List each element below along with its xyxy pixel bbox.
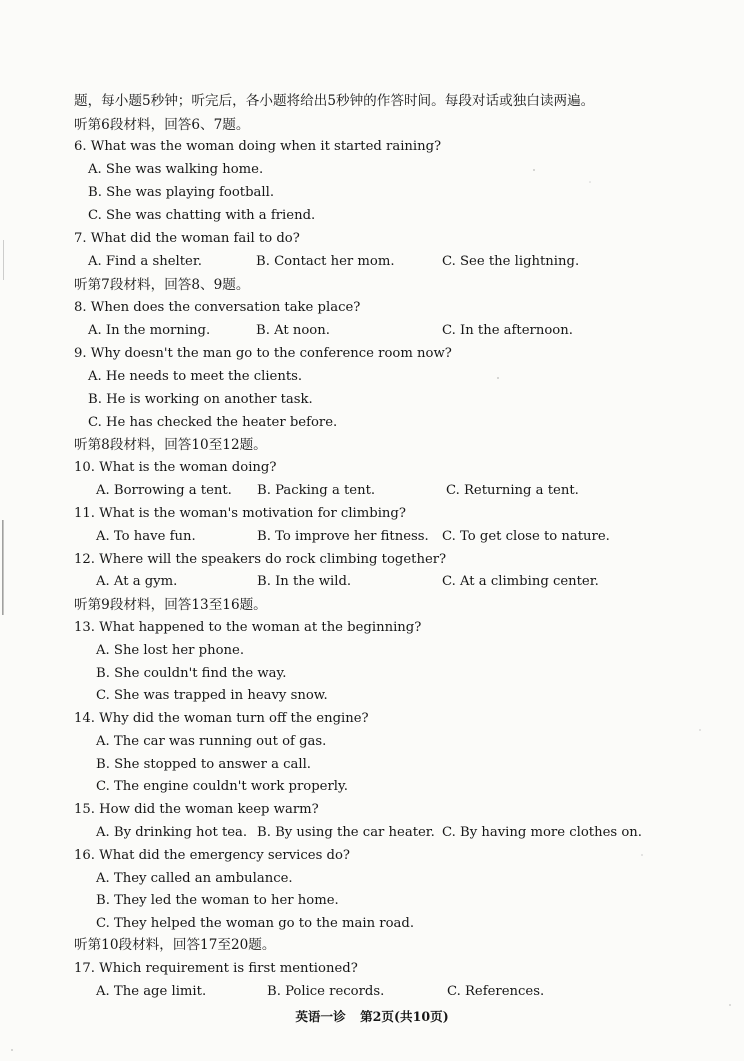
option: B. She stopped to answer a call. (96, 757, 311, 772)
option: B. To improve her fitness. (257, 529, 429, 544)
option: A. At a gym. (96, 574, 178, 589)
option: A. By drinking hot tea. (96, 825, 248, 840)
option: A. The car was running out of gas. (96, 734, 327, 749)
intro-instruction: 题，每小题5秒钟；听完后，各小题将给出5秒钟的作答时间。每段对话或独白读两遍。 (74, 93, 595, 109)
question-stem: 11. What is the woman's motivation for climbing? (74, 506, 406, 521)
footer-subject: 英语一诊 (295, 1009, 346, 1024)
question-stem: 8. When does the conversation take place? (74, 300, 361, 315)
question-stem: 7. What did the woman fail to do? (74, 231, 300, 246)
option: A. He needs to meet the clients. (88, 369, 303, 384)
question-stem: 12. Where will the speakers do rock climbing together? (74, 552, 447, 567)
question-stem: 6. What was the woman doing when it started raining? (74, 139, 442, 154)
section-instruction: 听第10段材料，回答17至20题。 (74, 937, 276, 953)
option: C. To get close to nature. (442, 529, 610, 544)
question-stem: 15. How did the woman keep warm? (74, 802, 319, 817)
option: A. Borrowing a tent. (96, 483, 232, 498)
option: A. They called an ambulance. (96, 871, 293, 886)
option: A. In the morning. (88, 323, 211, 338)
option: C. He has checked the heater before. (88, 415, 338, 430)
option: B. They led the woman to her home. (96, 893, 339, 908)
option: C. They helped the woman go to the main road. (96, 916, 415, 931)
option: C. She was chatting with a friend. (88, 208, 316, 223)
option: B. Packing a tent. (257, 483, 376, 498)
question-stem: 9. Why doesn't the man go to the conference room now? (74, 346, 452, 361)
option: C. See the lightning. (442, 254, 580, 269)
option: B. He is working on another task. (88, 392, 313, 407)
section-instruction: 听第7段材料，回答8、9题。 (74, 277, 250, 293)
option: B. She was playing football. (88, 185, 275, 200)
option: C. She was trapped in heavy snow. (96, 688, 328, 703)
option: A. The age limit. (96, 984, 207, 999)
section-instruction: 听第8段材料，回答10至12题。 (74, 437, 267, 453)
section-instruction: 听第6段材料，回答6、7题。 (74, 117, 250, 133)
option: A. She was walking home. (88, 162, 264, 177)
option: C. Returning a tent. (446, 483, 579, 498)
option: C. By having more clothes on. (442, 825, 642, 840)
option: C. At a climbing center. (442, 574, 599, 589)
question-stem: 17. Which requirement is first mentioned? (74, 961, 358, 976)
question-stem: 14. Why did the woman turn off the engine? (74, 711, 369, 726)
footer-page-number: 第2页(共10页) (360, 1009, 449, 1024)
question-stem: 10. What is the woman doing? (74, 460, 277, 475)
option: A. She lost her phone. (96, 643, 245, 658)
question-stem: 16. What did the emergency services do? (74, 848, 350, 863)
option: C. References. (447, 984, 545, 999)
option: B. Police records. (267, 984, 385, 999)
option: B. In the wild. (257, 574, 352, 589)
option: B. Contact her mom. (256, 254, 395, 269)
option: A. Find a shelter. (88, 254, 202, 269)
option: C. The engine couldn't work properly. (96, 779, 348, 794)
option: C. In the afternoon. (442, 323, 573, 338)
option: B. She couldn't find the way. (96, 666, 287, 681)
option: B. At noon. (256, 323, 330, 338)
option: A. To have fun. (96, 529, 196, 544)
section-instruction: 听第9段材料，回答13至16题。 (74, 597, 267, 613)
question-stem: 13. What happened to the woman at the beginning? (74, 620, 422, 635)
page-footer (0, 1006, 744, 1025)
option: B. By using the car heater. (257, 825, 435, 840)
